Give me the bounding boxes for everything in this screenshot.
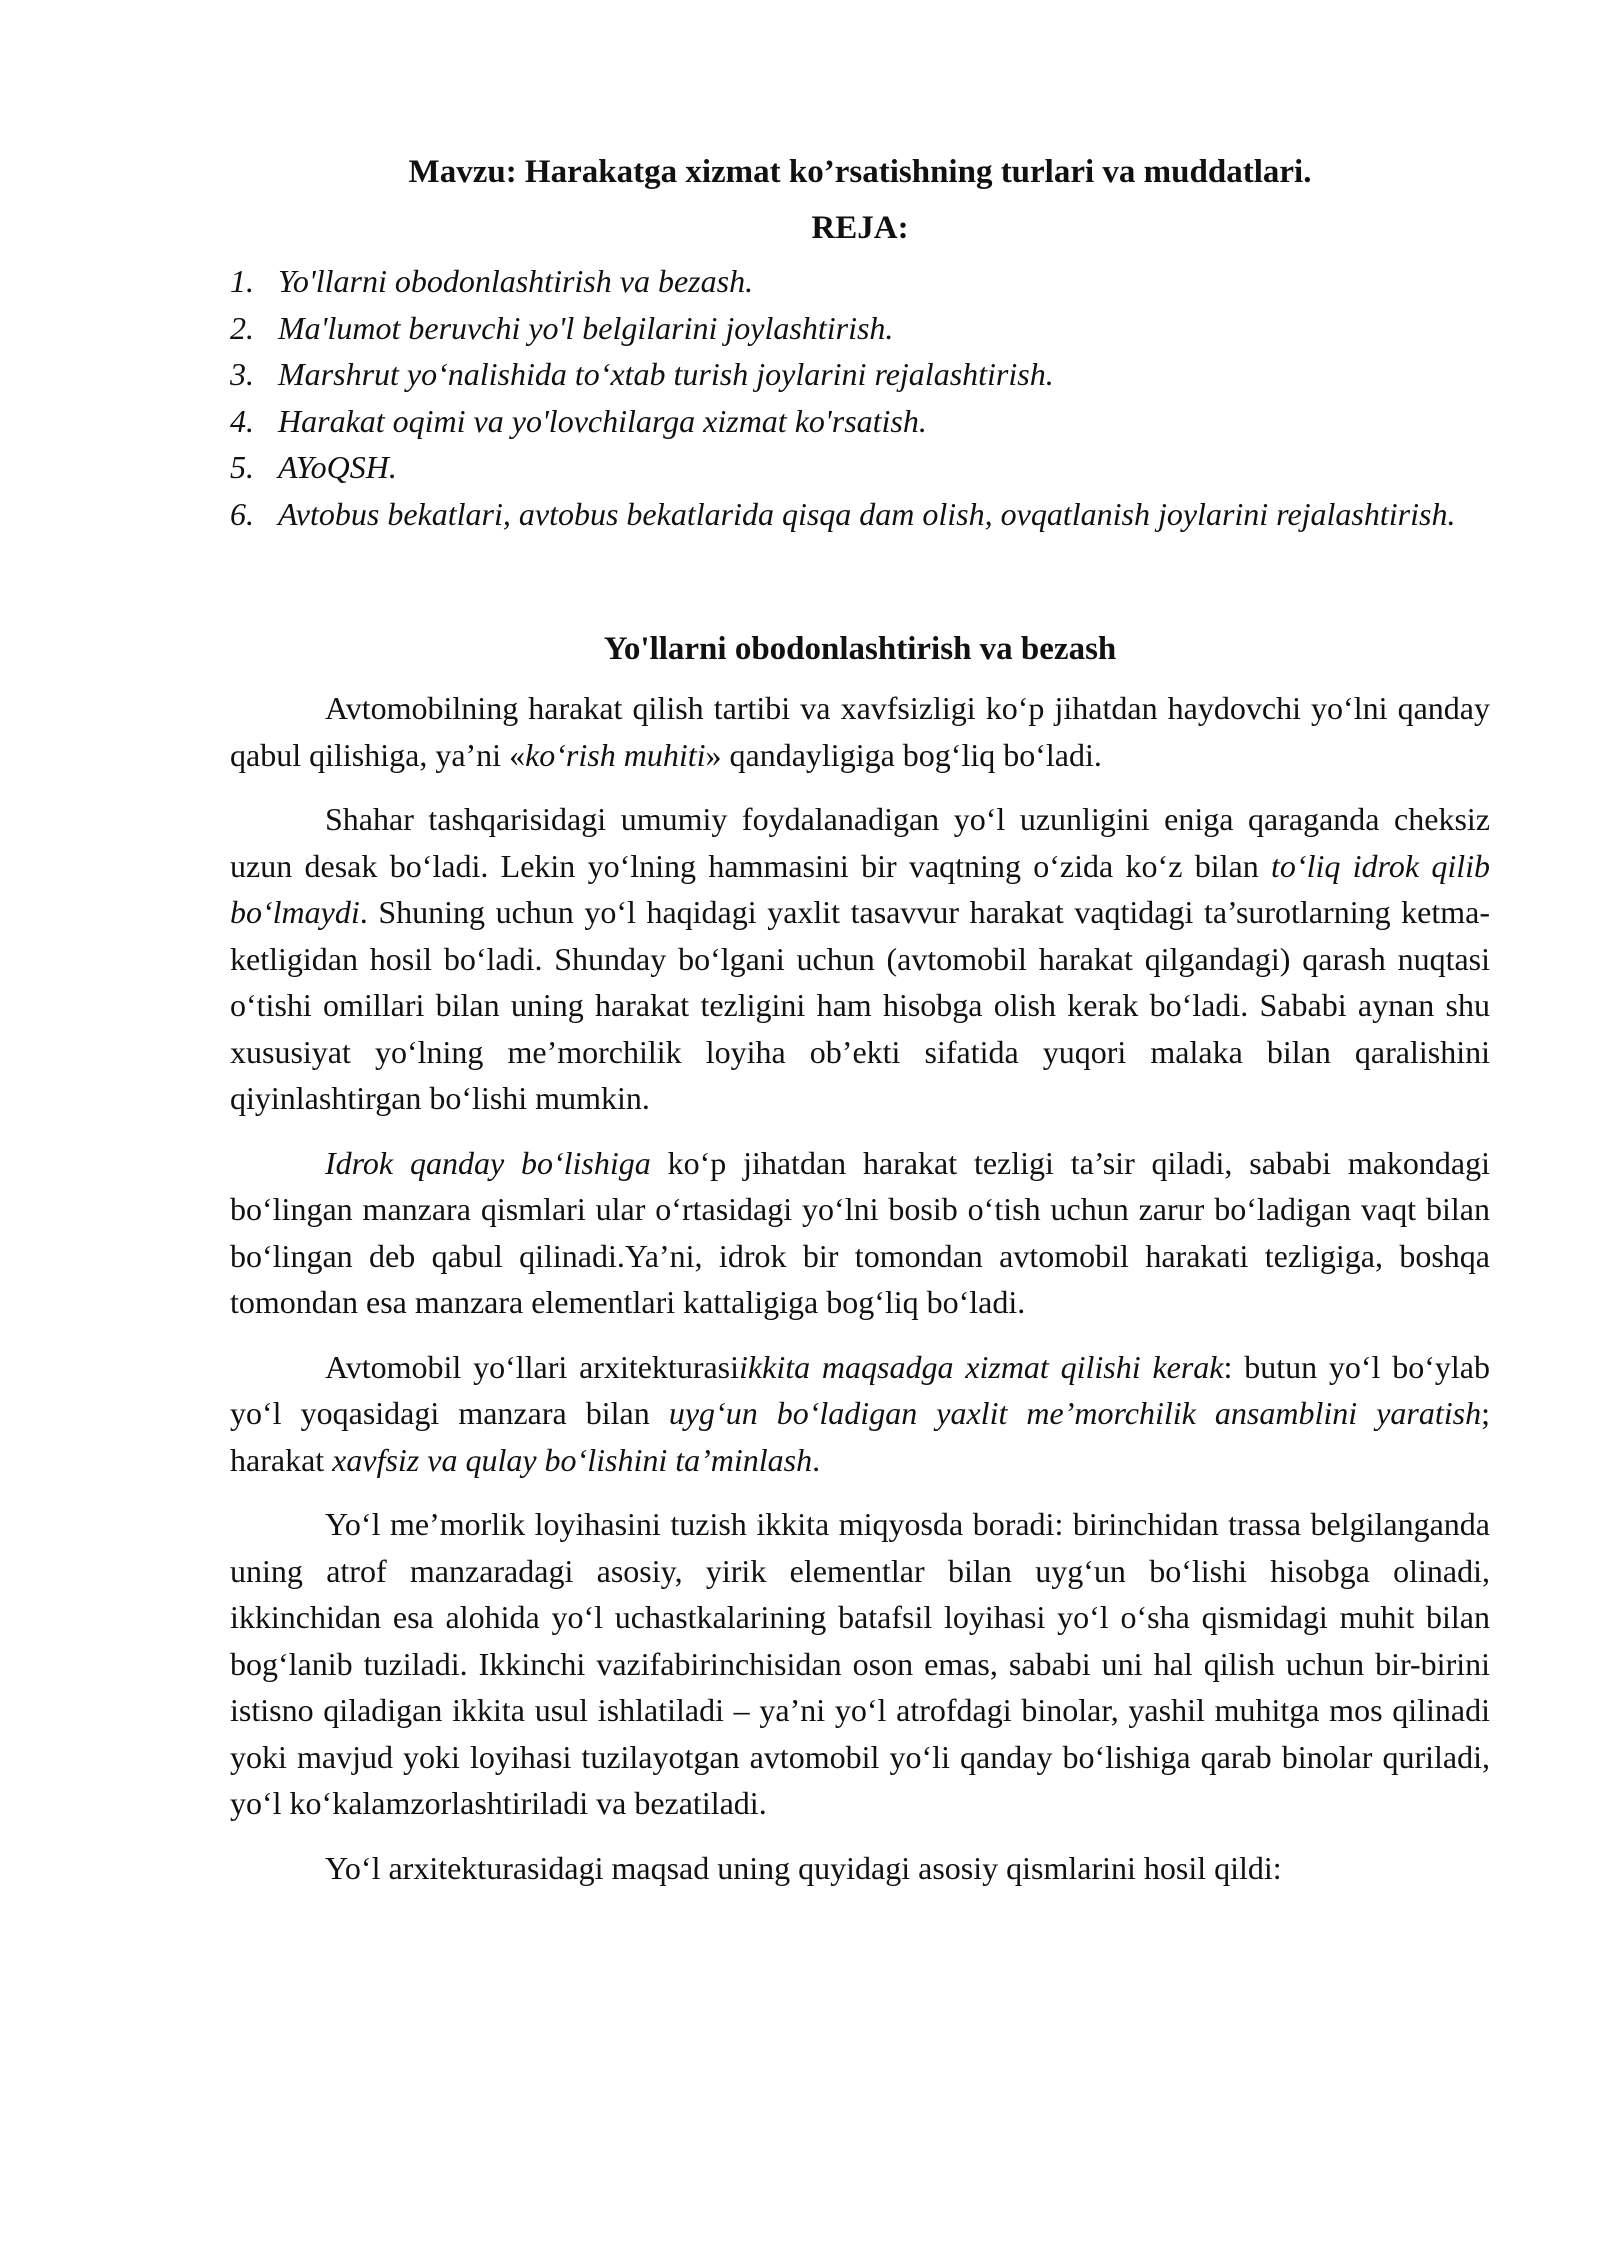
text-run: : butun yo‘l bo‘ylab yo‘l yoqasidagi manzara bilan — [230, 1348, 1491, 1431]
text-run: . — [812, 1441, 821, 1478]
plan-item-text: Marshrut yo‘nalishida to‘xtab turish joylarini rejalashtirish. — [278, 356, 1054, 392]
plan-item — [230, 444, 1490, 491]
plan-item-number: 1. — [230, 263, 254, 299]
text-run: Shahar tashqarisidagi umumiy foydalanadigan yo‘l uzunligini eniga qaraganda cheksiz uzun desak bo‘ladi. Lekin yo‘lning hammasini bir vaqtning o‘zida ko‘z bilan — [230, 801, 1490, 884]
plan-item-text: Avtobus bekatlari, avtobus bekatlarida qisqa dam olish, ovqatlanish joylarini rejalashtirish. — [278, 495, 1456, 532]
plan-item-text: Harakat oqimi va yo'lovchilarga xizmat ko'rsatish. — [278, 402, 927, 439]
paragraph-3 — [230, 1140, 1490, 1326]
text-run: » qandayligiga bog‘liq bo‘ladi. — [705, 736, 1102, 773]
section-title: Yo'llarni obodonlashtirish va bezash — [603, 631, 1117, 667]
text-run: Avtomobilning harakat qilish tartibi va xavfsizligi ko‘p jihatdan haydovchi yo‘lni qanday qabul qilishiga, ya’ni « — [230, 690, 1490, 773]
plan-item-number: 3. — [230, 356, 254, 392]
text-run: Avtomobil yo‘llari arxitekturasi — [325, 1348, 740, 1385]
plan-item-text: AYoQSH. — [278, 449, 397, 485]
plan-item-text: Yo'llarni obodonlashtirish va bezash. — [278, 263, 754, 299]
plan-heading: REJA: — [811, 210, 909, 246]
text-run: ; harakat — [230, 1395, 1491, 1478]
plan-item-number: 6. — [230, 495, 254, 532]
plan-item-text: Ma'lumot beruvchi yo'l belgilarini joylashtirish. — [278, 309, 894, 346]
paragraph-4 — [230, 1344, 1490, 1484]
emphasis: ko‘rish muhiti — [525, 736, 706, 773]
plan-item-number: 5. — [230, 449, 254, 485]
document-title: Mavzu: Harakatga xizmat ko’rsatishning turlari va muddatlari. — [408, 154, 1312, 190]
plan-list — [230, 258, 1490, 537]
emphasis: uyg‘un bo‘ladigan yaxlit me’morchilik ansamblini yaratish — [668, 1395, 1482, 1431]
plan-item — [230, 305, 1490, 352]
paragraph-2 — [230, 796, 1490, 1122]
paragraph-6: Yo‘l arxitekturasidagi maqsad uning quyidagi asosiy qismlarini hosil qildi: — [325, 1849, 1282, 1886]
plan-item — [230, 491, 1490, 538]
plan-item-number: 4. — [230, 402, 254, 439]
paragraph-1 — [230, 685, 1490, 778]
plan-item — [230, 351, 1490, 398]
emphasis: ikkita maqsadga xizmat qilishi kerak — [739, 1348, 1224, 1385]
emphasis: to‘liq idrok qilib bo‘lmaydi — [230, 847, 1491, 930]
emphasis: Idrok qanday bo‘lishiga — [325, 1144, 651, 1181]
emphasis: xavfsiz va qulay bo‘lishini ta’minlash — [332, 1441, 813, 1478]
plan-item — [230, 398, 1490, 445]
paragraph-5: Yo‘l me’morlik loyihasini tuzish ikkita miqyosda boradi: birinchidan trassa belgilanganda uning atrof manzaradagi asosiy, yirik elementlar bilan uyg‘un bo‘lishi hisobga olinadi, ikkinchidan esa alohida yo‘l uchastkalarining batafsil loyihasi yo‘l o‘sha qismidagi muhit bilan bog‘lanib tuziladi. Ikkinchi vazifabirinchisidan oson emas, sababi uni hal qilish uchun bir-birini istisno qiladigan ikkita usul ishlatiladi – ya’ni yo‘l atrofdagi binolar, yashil muhitga mos qilinadi yoki mavjud yoki loyihasi tuzilayotgan avtomobil yo‘li qanday bo‘lishiga qarab binolar quriladi, yo‘l ko‘kalamzorlashtiriladi va bezatiladi. — [230, 1506, 1490, 1821]
plan-item-number: 2. — [230, 309, 254, 346]
text-run: . Shuning uchun yo‘l haqidagi yaxlit tasavvur harakat vaqtidagi ta’surotlarning ketma-ketligidan hosil bo‘ladi. Shunday bo‘lgani uchun (avtomobil harakat qilgandagi) qarash nuqtasi o‘tishi omillari bilan uning harakat tezligini ham hisobga olish kerak bo‘ladi. Sababi aynan shu xususiyat yo‘lning me’morchilik loyiha ob’ekti sifatida yuqori malaka bilan qaralishini qiyinlashtirgan bo‘lishi mumkin. — [230, 894, 1490, 1116]
plan-item — [230, 258, 1490, 305]
text-run: ko‘p jihatdan harakat tezligi ta’sir qiladi, sababi makondagi bo‘lingan manzara qismlari ular o‘rtasidagi yo‘lni bosib o‘tish uchun zarur bo‘ladigan vaqt bilan bo‘lingan deb qabul qilinadi.Ya’ni, idrok bir tomondan avtomobil harakati tezligiga, boshqa tomondan esa manzara elementlari kattaligiga bog‘liq bo‘ladi. — [230, 1144, 1491, 1320]
